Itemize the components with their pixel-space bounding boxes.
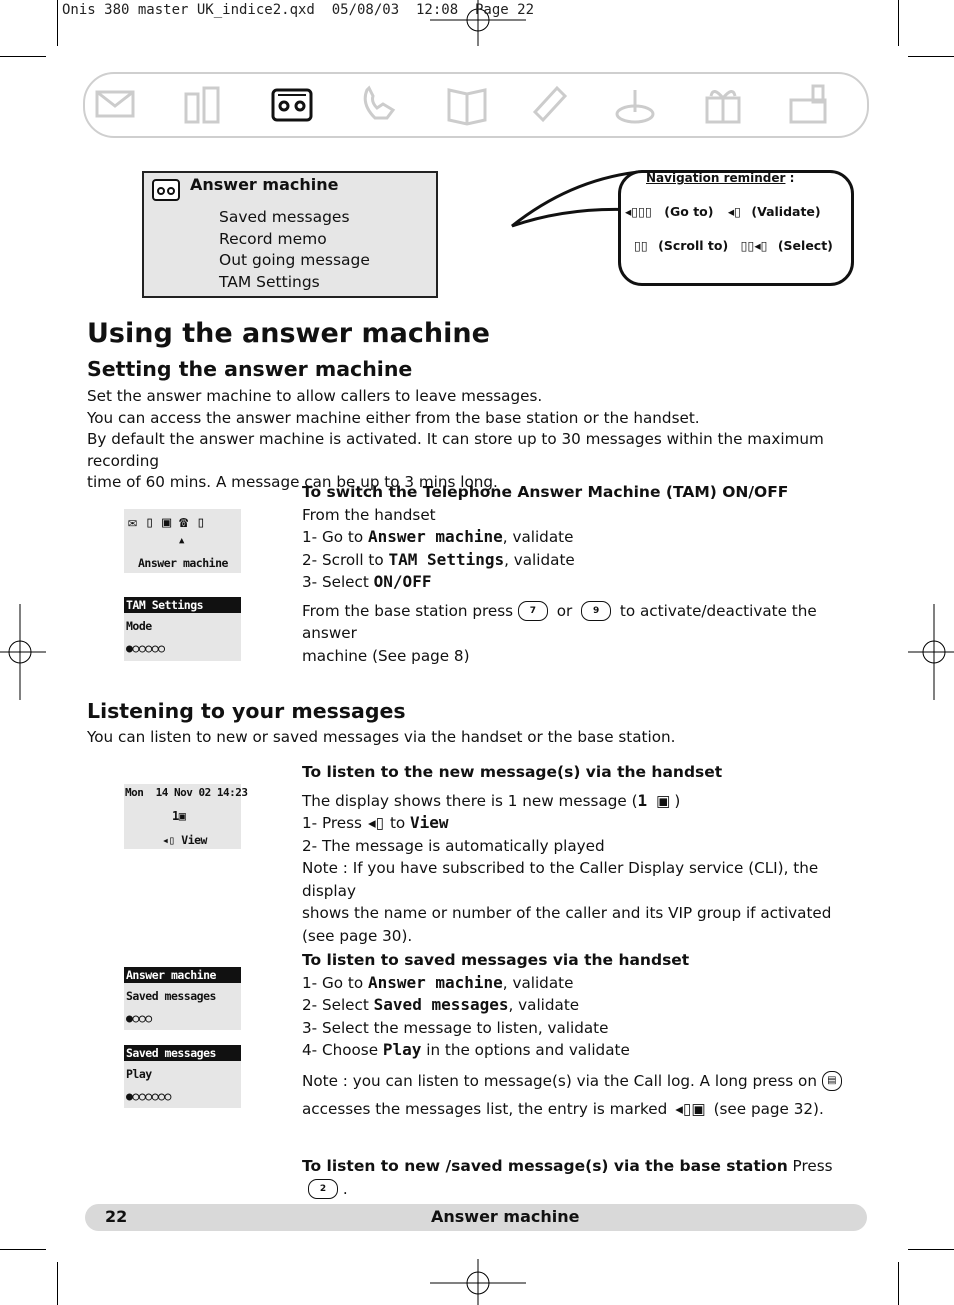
section-setting-title: Setting the answer machine — [87, 357, 413, 381]
lcd-up-arrow: ▲ — [179, 536, 184, 546]
navigation-reminder-box — [618, 170, 854, 286]
left-key-icon: ◂▯ — [727, 204, 741, 219]
tam-heading: To switch the Telephone Answer Machine (TAM) ON/OFF — [302, 483, 789, 501]
tam-step-2: 2- Scroll to TAM Settings, validate — [302, 549, 575, 569]
envelope-icon — [93, 82, 137, 126]
saved-step-2: 2- Select Saved messages, validate — [302, 995, 580, 1014]
nav-key-icon: ▯▯ — [638, 204, 652, 219]
tam-step-3: 3- Select ON/OFF — [302, 572, 432, 591]
base-key-7-icon: 7 — [518, 601, 548, 621]
lcd-label: Answer machine — [138, 556, 228, 570]
menu-item-tam-settings: TAM Settings — [219, 272, 320, 291]
left-key-icon: ◂▯ — [625, 204, 639, 219]
tam-base-instruction: From the base station press 7 or 9 to activate/deactivate the answer — [302, 601, 817, 642]
crop-mark — [57, 0, 58, 46]
nav-row-2: ▯▯ (Scroll to) ▯▯◂▯ (Select) — [634, 238, 833, 253]
clock-icon — [613, 82, 657, 126]
saved-step-3: 3- Select the message to listen, validate — [302, 1018, 609, 1037]
base-station-section — [302, 1155, 872, 1200]
new-message-line-1: The display shows there is 1 new message (1 ▣ ) — [302, 790, 681, 810]
lcd-progress-dots: ●○○○○○ — [126, 641, 165, 655]
lcd-screen-saved-messages — [124, 1045, 241, 1108]
phonebook-icon — [180, 82, 224, 126]
base-end: . — [342, 1179, 348, 1198]
new-message-section — [302, 761, 872, 947]
new-message-heading: To listen to the new message(s) via the handset — [302, 763, 723, 781]
menu-box-title: Answer machine — [190, 175, 339, 194]
crop-mark — [898, 1262, 899, 1305]
tam-step-1: 1- Go to Answer machine, validate — [302, 527, 574, 546]
menu-icon-bar — [83, 72, 869, 138]
crop-mark — [908, 56, 954, 57]
setting-intro: Set the answer machine to allow callers to leave messages. You can access the answer machine either from the base station or the handset. By default the answer machine is activated. It can store up to 30 messages within the maximum recording time of 60 mins. A message can be up to 3 mins long. — [87, 387, 824, 491]
page-title: Using the answer machine — [87, 318, 490, 349]
message-icon: ▣ — [178, 809, 186, 823]
call-log-key-icon: ▤ — [822, 1071, 842, 1091]
lcd-screen-answer-machine-menu — [124, 967, 241, 1030]
registration-mark-right — [908, 604, 954, 700]
menu-item-out-going-message: Out going message — [219, 251, 370, 269]
nav-row-1: ◂▯▯▯ (Go to) ◂▯ (Validate) — [625, 204, 821, 219]
message-icon: ▣ — [651, 791, 671, 810]
registration-mark-left — [0, 604, 46, 700]
base-key-2-icon: 2 — [308, 1179, 338, 1199]
lcd-title-bar: Answer machine — [124, 967, 241, 983]
lcd-screen-new-message — [124, 784, 248, 849]
menu-item-record-memo: Record memo — [219, 229, 327, 248]
nav-key-icon: ▯▯ — [634, 238, 648, 253]
call-log-icon — [357, 82, 401, 126]
tam-from-handset: From the handset — [302, 505, 436, 524]
lcd-progress-dots: ●○○○○○○ — [126, 1089, 171, 1103]
lcd-line: Mode — [126, 619, 152, 633]
base-heading: To listen to new /saved message(s) via the base station — [302, 1157, 788, 1175]
new-message-note-1: Note : If you have subscribed to the Caller Display service (CLI), the display — [302, 859, 819, 900]
saved-note-2: accesses the messages list, the entry is marked ◂▯▣ (see page 32). — [302, 1100, 824, 1118]
crop-mark — [0, 56, 46, 57]
menu-item-saved-messages: Saved messages — [219, 208, 350, 226]
lcd-line: Play — [126, 1067, 152, 1081]
lcd-view: ◂▯ View — [162, 833, 207, 847]
crop-mark — [898, 0, 899, 46]
answer-machine-icon — [152, 179, 180, 201]
page-number: 22 — [105, 1207, 128, 1226]
section-listening-title: Listening to your messages — [87, 699, 406, 723]
listening-intro: You can listen to new or saved messages via the handset or the base station. — [87, 728, 676, 746]
crop-mark — [57, 1262, 58, 1305]
book-icon — [445, 82, 489, 126]
nav-key-icon: ▯▯◂▯ — [740, 238, 768, 253]
lcd-message-count: 1▣ — [172, 809, 186, 823]
base-press: Press — [787, 1157, 833, 1175]
lcd-screen-answer-machine — [124, 509, 241, 573]
navigation-reminder-title: Navigation reminder : — [646, 171, 795, 185]
print-slug: Onis 380 master UK_indice2.qxd 05/08/03 12:08 Page 22 — [62, 2, 535, 18]
footer-chapter: Answer machine — [431, 1207, 580, 1226]
crop-mark — [908, 1249, 954, 1250]
new-message-step-2: 2- The message is automatically played — [302, 836, 605, 855]
saved-step-1: 1- Go to Answer machine, validate — [302, 972, 574, 992]
new-message-note-3: (see page 30). — [302, 926, 413, 945]
lcd-line: Saved messages — [126, 989, 216, 1003]
saved-step-4: 4- Choose Play in the options and validate — [302, 1040, 630, 1059]
lcd-title-bar: TAM Settings — [124, 597, 241, 613]
lcd-date: Mon 14 Nov 02 14:23 — [125, 786, 248, 799]
gift-icon — [701, 82, 745, 126]
saved-messages-section — [302, 949, 872, 1121]
lcd-screen-tam-settings — [124, 597, 241, 661]
tam-on-off-section — [302, 481, 872, 667]
new-message-marker-icon: ◂▯▣ — [675, 1100, 706, 1118]
lcd-progress-dots: ●○○○ — [126, 1011, 152, 1025]
registration-mark-bottom — [430, 1259, 526, 1305]
left-key-icon: ◂▯ — [162, 833, 182, 847]
base-station-icon — [787, 82, 831, 126]
new-message-step-1: 1- Press ◂▯ to View — [302, 813, 449, 832]
base-key-9-icon: 9 — [581, 601, 611, 621]
tam-base-instruction-2: machine (See page 8) — [302, 646, 470, 665]
page-footer — [85, 1204, 867, 1231]
saved-heading: To listen to saved messages via the handset — [302, 951, 690, 969]
left-key-icon: ◂▯ — [367, 814, 384, 832]
handset-icon — [527, 82, 571, 126]
lcd-icon-row: ✉ ▯ ▣ ☎ ▯ — [128, 513, 205, 531]
answer-machine-icon — [270, 82, 314, 126]
answer-machine-menu-box — [142, 171, 438, 298]
lcd-title-bar: Saved messages — [124, 1045, 241, 1061]
new-message-note-2: shows the name or number of the caller and its VIP group if activated — [302, 904, 832, 922]
crop-mark — [0, 1249, 46, 1250]
saved-note-1: Note : you can listen to message(s) via the Call log. A long press on ▤ — [302, 1070, 872, 1093]
